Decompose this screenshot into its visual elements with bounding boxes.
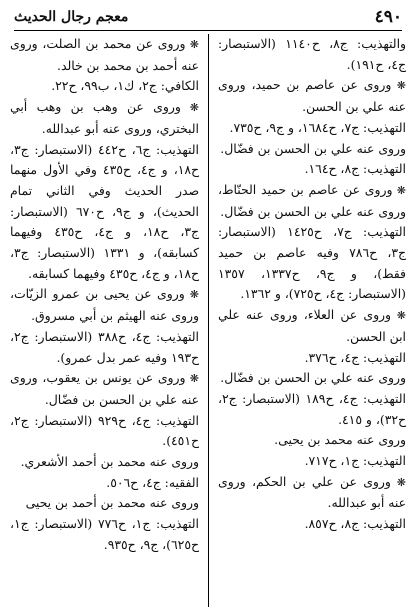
reference-line: التهذيب: ج٧، ح١٦٨٤، و ج٩، ح٧٣٥. <box>229 119 406 135</box>
reference-line: التهذيب: ج٤، ح١٨٩ (الاستبصار: ج٢، ح٣٢)، و ٤١٥. <box>218 390 406 427</box>
reference-line: التهذيب: ج١، ح٧١٧. <box>304 453 406 469</box>
narrator-entry: ❋ وروى عن وهب بن وهب أبي البختري، وروى عنه أبو عبدالله. <box>10 97 199 139</box>
narrator-entry: ❋ وروى عن عاصم بن حميد الحنّاط، وروى عنه علي بن الحسن بن فضّال. <box>218 180 406 222</box>
narrator-entry: ❋ وروى عن يحيى بن عمرو الزيّات، وروى عنه الهيثم بن أبي مسروق. <box>10 284 199 326</box>
left-column <box>8 34 208 607</box>
narrator-entry: ❋ وروى عن يونس بن يعقوب، وروى عنه علي بن الحسن بن فضّال. <box>10 368 199 410</box>
reference-line: وروى عنه محمد بن أحمد الأشعري. <box>20 454 199 470</box>
reference-line: التهذيب: ج٨، ح١٦٤. <box>304 161 406 177</box>
narrator-entry: ❋ وروى عن علي بن الحكم، وروى عنه أبو عبدالله. <box>218 472 406 514</box>
page-number: ٤٩٠ <box>374 7 402 27</box>
reference-line: التهذيب: ج٤، ح٩٢٩ (الاستبصار: ج٢، ح٤٥١). <box>10 412 199 449</box>
reference-line: الفقيه: ج٤، ح٥٠٦. <box>106 474 199 490</box>
reference-line: وروى عنه محمد بن يحيى. <box>274 432 406 448</box>
reference-line: التهذيب: ج١، ح٧٧٦ (الاستبصار: ج١، ح٦٢٥)، ج٩، ح٩٣٥. <box>10 516 199 552</box>
reference-line: التهذيب: ج٤، ح٣٨٨ (الاستبصار: ج٢، ح١٩٣ وفيه عمر بدل عمرو). <box>10 328 199 365</box>
reference-line: التهذيب: ج٧، ح١٤٢٥ (الاستبصار: ج٣، ح٧٨٦ وفيه عاصم بن حميد فقط)، و ج٩، ح١٣٣٧، ١٣٥٧ (الاستبصار: ج٤، ح٧٢٥)، و ١٣٦٢. <box>218 224 407 302</box>
reference-line: وروى عنه علي بن الحسن بن فضّال. <box>220 370 406 386</box>
reference-line: وروى عنه علي بن الحسن بن فضّال. <box>220 140 406 156</box>
reference-line: الكافي: ج٢، ك١، ب٩٩، ح٢٢. <box>51 78 199 94</box>
narrator-entry: ❋ وروى عن عاصم بن حميد، وروى عنه علي بن الحسن. <box>218 75 406 117</box>
reference-line: التهذيب: ج٦، ح٤٤٢ (الاستبصار: ج٣، ح١٨، و ج٤، ح٤٣٥ وفي الأول منهما صدر الحديث وفي الثاني تمام الحديث)، و ج٩، ح٦٧٠ (الاستبصار: ج٣، ح١٨، و ج٤، ح٤٣٥ وفيهما كسابقه)، و ١٣٣١ (الاستبصار: ج٣، ح١٨، و ج٤، ح٤٣٥ وفيهما كسابقه. <box>10 141 200 281</box>
reference-line: التهذيب: ج٤، ح٣٧٦. <box>304 349 406 365</box>
narrator-entry: ❋ وروى عن العلاء، وروى عنه علي ابن الحسن. <box>218 305 406 347</box>
running-title: معجم رجال الحديث <box>14 9 129 25</box>
narrator-entry: ❋ وروى عن محمد بن الصلت، وروى عنه أحمد بن محمد بن خالد. <box>10 34 199 76</box>
two-column-body <box>8 34 408 607</box>
reference-line: وروى عنه محمد بن أحمد بن يحيى <box>25 495 199 511</box>
reference-line: التهذيب: ج٨، ح٨٥٧. <box>304 516 406 532</box>
right-column <box>208 34 408 607</box>
reference-line: والتهذيب: ج٨، ح١١٤٠ (الاستبصار: ج٤، ح١٩١). <box>218 36 407 72</box>
page-header <box>14 6 402 31</box>
